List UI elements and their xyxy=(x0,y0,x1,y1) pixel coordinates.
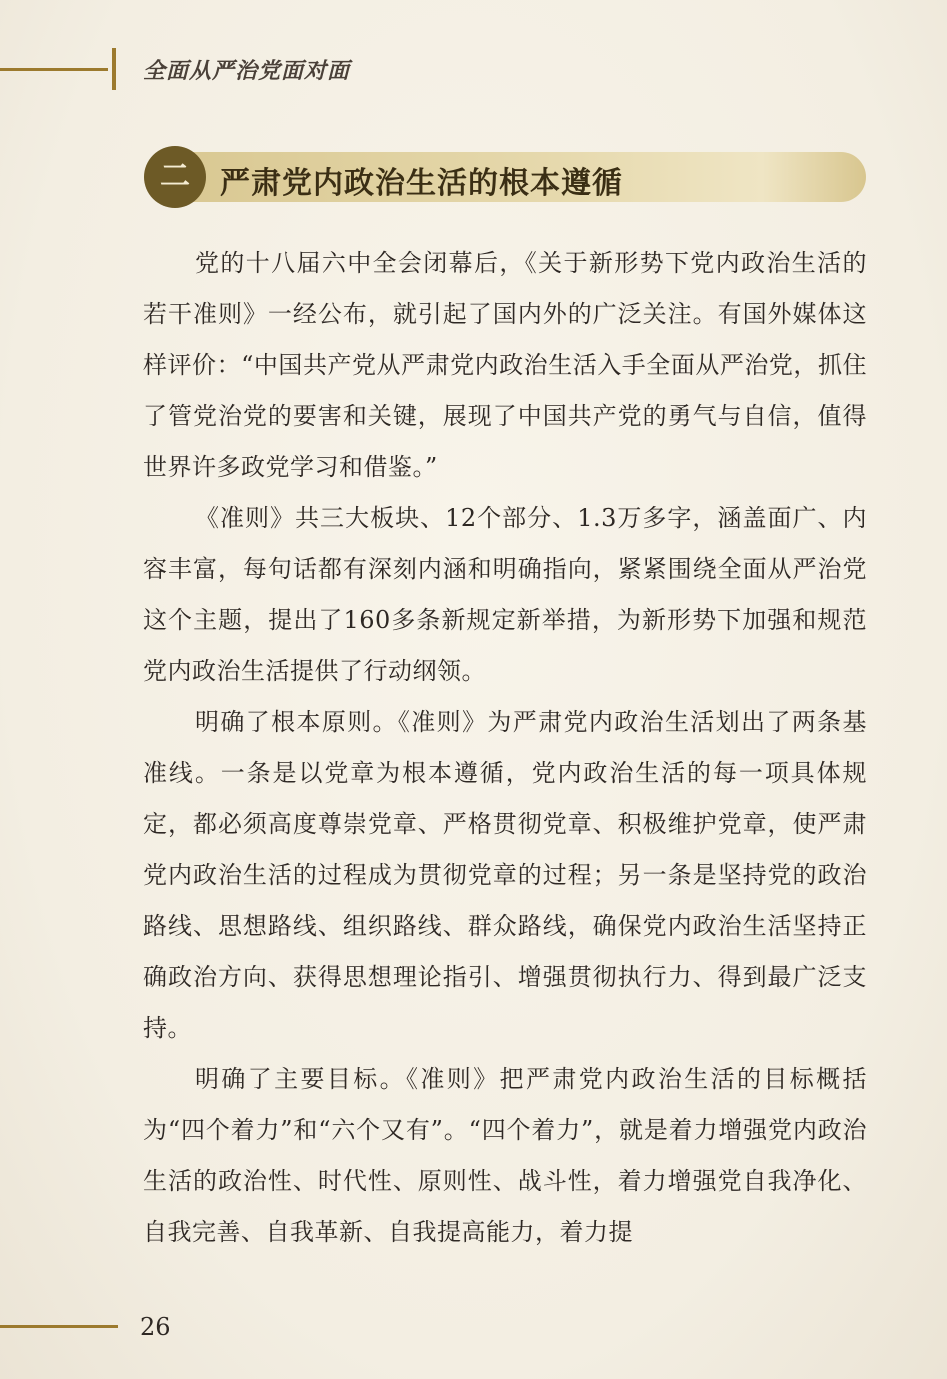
paragraph: 《准则》共三大板块、12个部分、1.3万多字，涵盖面广、内容丰富，每句话都有深刻内涵和明确指向，紧紧围绕全面从严治党这个主题，提出了160多条新规定新举措，为新形势下加强和规范党内政治生活提供了行动纲领。 xyxy=(143,504,867,685)
section-title: 严肃党内政治生活的根本遵循 xyxy=(220,166,623,201)
footer-rule xyxy=(0,1325,118,1328)
paragraph: 明确了主要目标。《准则》把严肃党内政治生活的目标概括为“四个着力”和“六个又有”。“四个着力”，就是着力增强党内政治生活的政治性、时代性、原则性、战斗性，着力增强党自我净化、自我完善、自我革新、自我提高能力，着力提 xyxy=(143,1065,867,1246)
header-rule xyxy=(0,68,108,71)
page-number: 26 xyxy=(140,1313,171,1341)
header-bar xyxy=(112,48,116,90)
running-title: 全面从严治党面对面 xyxy=(143,59,351,84)
paragraph: 明确了根本原则。《准则》为严肃党内政治生活划出了两条基准线。一条是以党章为根本遵循，党内政治生活的每一项具体规定，都必须高度尊崇党章、严格贯彻党章、积极维护党章，使严肃党内政治生活的过程成为贯彻党章的过程；另一条是坚持党的政治路线、思想路线、组织路线、群众路线，确保党内政治生活坚持正确政治方向、获得思想理论指引、增强贯彻执行力、得到最广泛支持。 xyxy=(143,708,867,1042)
section-number-badge: 二 xyxy=(144,146,206,208)
paragraph: 党的十八届六中全会闭幕后，《关于新形势下党内政治生活的若干准则》一经公布，就引起了国内外的广泛关注。有国外媒体这样评价：“中国共产党从严肃党内政治生活入手全面从严治党，抓住了管党治党的要害和关键，展现了中国共产党的勇气与自信，值得世界许多政党学习和借鉴。” xyxy=(143,249,867,481)
body-text xyxy=(143,238,867,1258)
